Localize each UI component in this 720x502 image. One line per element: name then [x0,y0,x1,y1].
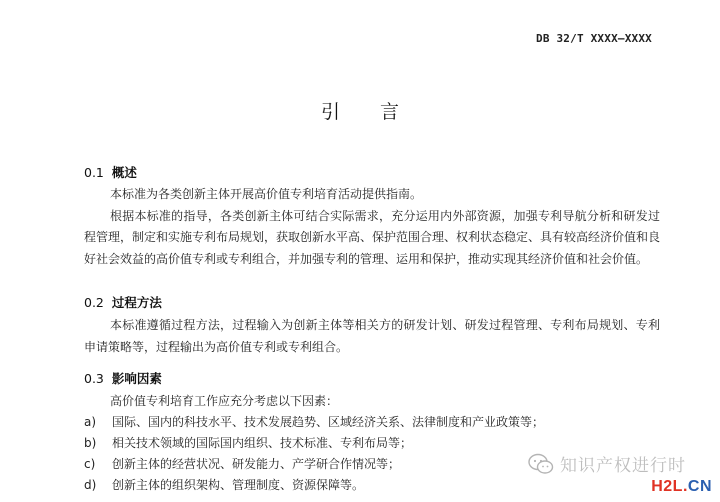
section-number: 0.1 [84,165,104,180]
section-number: 0.2 [84,295,104,310]
section-heading-factors [84,369,162,387]
list-text: 国际、国内的科技水平、技术发展趋势、区域经济关系、法律制度和产业政策等； [112,415,545,429]
list-text: 创新主体的经营状况、研发能力、产学研合作情况等； [112,457,401,471]
section-number: 0.3 [84,371,104,386]
list-marker: d) [84,478,97,492]
paragraph: 根据本标准的指导，各类创新主体可结合实际需求，充分运用内外部资源，加强专利导航分析和研发过程管理，制定和实施专利布局规划，获取创新水平高、保护范围合理、权利状态稳定、具有较高经济价值和良好社会效益的高价值专利或专利组合，并加强专利的管理、运用和保护，推动实现其经济价值和社会价值。 [84,208,661,266]
section-title: 概述 [111,165,137,180]
section-title: 过程方法 [111,295,162,310]
list-marker: c) [84,457,96,471]
list-item [84,475,660,496]
paragraph: 高价值专利培育工作应充分考虑以下因素： [110,394,339,408]
section-body-process [84,315,660,358]
list-marker: b) [84,436,97,450]
section-body-overview [84,184,660,270]
logo-dot: . [682,478,688,495]
section-body-factors [84,391,660,413]
watermark-text: 知识产权进行时 [560,456,686,476]
logo-part: CN [687,478,712,495]
list-text: 相关技术领域的国际国内组织、技术标准、专利布局等； [112,436,413,450]
page-title: 引言 [320,101,439,123]
section-heading-overview [84,163,137,181]
paragraph: 本标准遵循过程方法，过程输入为创新主体等相关方的研发计划、研发过程管理、专利布局规划、专利申请策略等，过程输出为高价值专利或专利组合。 [84,318,660,354]
wechat-icon [528,453,554,475]
list-item [84,412,660,433]
site-logo [651,478,712,496]
watermark [528,451,686,476]
section-heading-process [84,293,162,311]
list-text: 创新主体的组织架构、管理制度、资源保障等。 [112,478,365,492]
logo-part: H2L [651,478,683,495]
paragraph: 本标准为各类创新主体开展高价值专利培育活动提供指南。 [110,187,423,201]
standard-code: DB 32/T XXXX—XXXX [536,32,652,45]
list-marker: a) [84,415,97,429]
section-title: 影响因素 [111,371,162,386]
